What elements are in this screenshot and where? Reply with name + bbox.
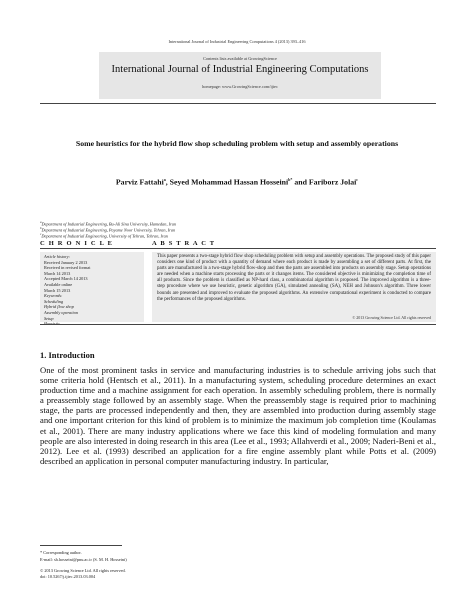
keyword: Assembly operation (44, 309, 79, 315)
header-divider (40, 103, 436, 104)
introduction-body: One of the most prominent tasks in service and manufacturing industries is to schedule arriving jobs such that some criteria hold (Hentsch et al., 2011). In a manufacturing system, scheduling procedure determines an exact production time and a machine assignment for each operation. In assembly scheduling problem, there is normally a preassembly stage followed by an assembly stage. When the preassembly stage is required prior to machining stage, the parts are processed independently and then, they are assembled into production during assembly stage and one important criterion for this kind of problem is to minimize the maximum job completion time (Koulamas et al., 2001). There are many industry applications where we face this kind of modeling formulation and many people are also interested in doing research in this area (Lee et al., 1993; Allahverdi et al., 2009; Naderi-Beni et al., 2012). Lee et al. (1993) described an application for a fire engine assembly plant while Potts et al. (2009) described an application in personal computer manufacturing industry. In particular, (40, 365, 436, 466)
author-separator: , (165, 177, 170, 187)
keyword: Heuristic (44, 321, 60, 327)
article-info-box (40, 252, 144, 327)
keyword: Hybrid flow shop (44, 304, 74, 310)
journal-homepage: homepage: www.GrowingScience.com/ijiec (202, 84, 278, 89)
abstract-bottom-rule (40, 324, 436, 325)
affiliation-text: Department of Industrial Engineering, Payame Noor University, Tehran, Iran (41, 227, 176, 233)
history-line: Received in revised format (44, 265, 91, 271)
footnote-copyright: © 2013 Growing Science Ltd. All rights reserved. (40, 568, 126, 573)
footnote-rule (40, 545, 122, 546)
history-line: March 14 2013 (44, 270, 71, 276)
footnote-doi: doi: 10.5267/j.ijiec.2013.03.004 (40, 574, 96, 579)
author-superscript: c (356, 177, 359, 182)
history-label: Article history: (44, 254, 71, 259)
keywords-label: Keywords: (44, 293, 63, 299)
history-line: Received January 2 2013 (44, 259, 88, 265)
author-superscript: b* (288, 177, 293, 182)
running-head: International Journal of Industrial Engineering Computations 4 (2013) 393–416 (168, 39, 306, 44)
affiliation-text: Department of Industrial Engineering, University of Tehran, Tehran, Iran (41, 233, 168, 239)
author-name: Seyed Mohammad Hassan Hosseini (169, 177, 289, 187)
abstract-text: This paper presents a two-stage hybrid flow shop scheduling problem with setup and assembly operations. The proposed study of this paper considers one kind of product with a quantity of demand where each product is made by assembling a set of different parts. At first, the parts are manufactured in a two-stage hybrid flow-shop and then the parts are assembled into products on assembly stage. Setup operations are needed when a machine starts processing the parts or it changes items. The considered objective is minimizing the completion time of all products. Since the problem is classified as NP-hard class, a combinatorial algorithm is proposed. The improved algorithm is a three-step procedure where we use heuristic, genetic algorithm (GA), simulated annealing (SA), NEH and Johnson's algorithm. Three lower bounds are presented and improved to evaluate the proposed algorithms. An extensive computational experiment is conducted to compare the performances of the proposed algorithms. (157, 254, 431, 302)
affiliation-superscript: b (40, 226, 42, 230)
author-separator: and (292, 177, 309, 187)
affiliation (40, 232, 168, 238)
author-superscript: a (163, 177, 166, 182)
author-list (30, 177, 444, 187)
abstract-heading: A B S T R A C T (152, 240, 216, 247)
affiliation-text: Department of Industrial Engineering, Bu-Ali Sina University, Hamedan, Iran (41, 221, 176, 227)
paper-title: Some heuristics for the hybrid flow shop scheduling problem with setup and assembly operations (75, 139, 399, 148)
contents-note: Contents lists available at GrowingScience (203, 56, 277, 61)
keyword: Setup (44, 315, 54, 321)
author-name: Fariborz Jolai (308, 177, 357, 187)
footnote-email: E-mail: sh.hosseini@pnu.ac.ir (S. M. H. Hosseini) (40, 557, 127, 562)
keyword: Scheduling (44, 298, 64, 304)
history-line: Accepted March 14 2013 (44, 276, 88, 282)
history-line: March 15 2013 (44, 287, 71, 293)
journal-name: International Journal of Industrial Engineering Computations (111, 64, 369, 75)
abstract-copyright: © 2013 Growing Science Ltd. All rights reserved (352, 315, 431, 320)
history-line: Available online (44, 281, 73, 287)
section-heading-introduction: 1. Introduction (40, 350, 95, 360)
footnote-corresponding: * Corresponding author. (40, 550, 82, 555)
abstract-box (152, 252, 436, 322)
section-divider (40, 248, 436, 249)
affiliation-superscript: c (40, 232, 42, 236)
affiliation-superscript: a (40, 220, 42, 224)
chronicle-heading: C H R O N I C L E (40, 240, 114, 247)
author-name: Parviz Fattahi (115, 177, 164, 187)
